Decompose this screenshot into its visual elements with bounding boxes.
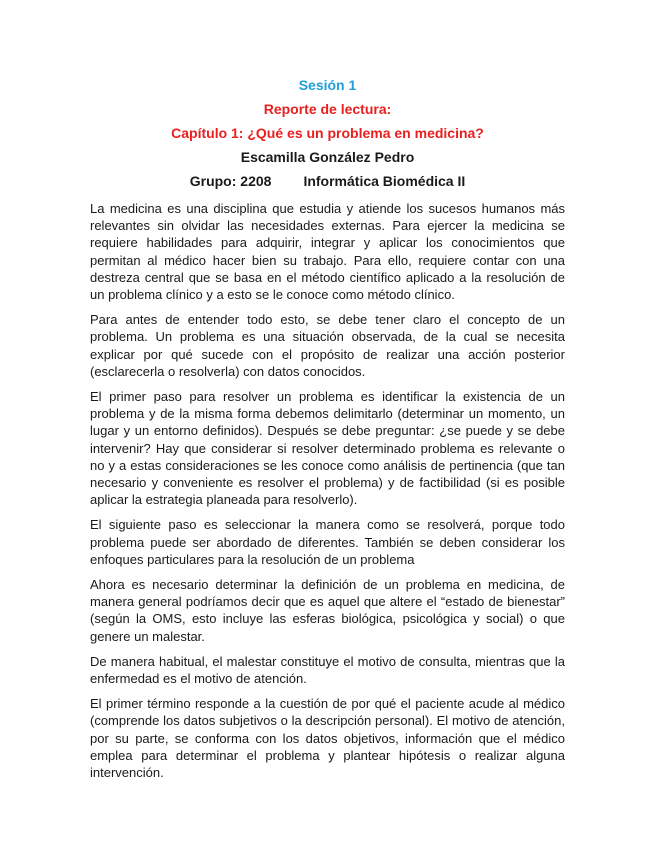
group-label: Grupo: 2208 [189,173,272,189]
author-name: Escamilla González Pedro [240,149,415,165]
report-title: Reporte de lectura: [263,101,392,117]
paragraph-2: Para antes de entender todo esto, se debe tener claro el concepto de un problema. Un problema es una situación observada, de la cual se necesita explicar por qué sucede con el propósito de realizar una acción posterior (esclarecerla o resolverla) con datos conocidos. [90,312,565,379]
paragraph-1: La medicina es una disciplina que estudia y atiende los sucesos humanos más relevantes sin olvidar las necesidades externas. Para ejercer la medicina se requiere habilidades para adquirir, integrar y aplicar los conocimientos que permitan al médico hacer bien su trabajo. Para ello, requiere contar con una destreza central que se basa en el método científico aplicado a la resolución de un problema clínico y a esto se le conoce como método clínico. [90,201,565,303]
paragraph-6: De manera habitual, el malestar constituye el motivo de consulta, mientras que la enfermedad es el motivo de atención. [90,653,565,687]
paragraph-3: El primer paso para resolver un problema es identificar la existencia de un problema y de la misma forma debemos delimitarlo (determinar un momento, un lugar y un entorno definidos). Después se debe preguntar: ¿se puede y se debe intervenir? Hay que considerar si resolver determinado problema es relevante o no y a estas consideraciones se les conoce como análisis de pertinencia (que tan necesario y conveniente es resolver el problema) y de factibilidad (si es posible aplicar la estrategia planeada para resolverlo). [90,389,565,508]
session-title: Sesión 1 [298,77,357,93]
paragraph-7: El primer término responde a la cuestión de por qué el paciente acude al médico (comprende los datos subjetivos o la descripción personal). El motivo de atención, por su parte, se conforma con los datos objetivos, información que el médico emplea para determinar el problema y plantear hipótesis o realizar alguna intervención. [90,696,565,781]
document-page [90,76,565,789]
course-label: Informática Biomédica II [303,173,466,189]
paragraph-5: Ahora es necesario determinar la definición de un problema en medicina, de manera general podríamos decir que es aquel que altere el “estado de bienestar” (según la OMS, esto incluye las esferas biológica, psicológica y social) o que genere un malestar. [90,577,565,644]
group-course-line [90,172,565,190]
chapter-title: Capítulo 1: ¿Qué es un problema en medicina? [171,125,484,141]
paragraph-4: El siguiente paso es seleccionar la manera como se resolverá, porque todo problema puede ser abordado de diferentes. También se deben considerar los enfoques particulares para la resolución de un problema [90,517,565,567]
